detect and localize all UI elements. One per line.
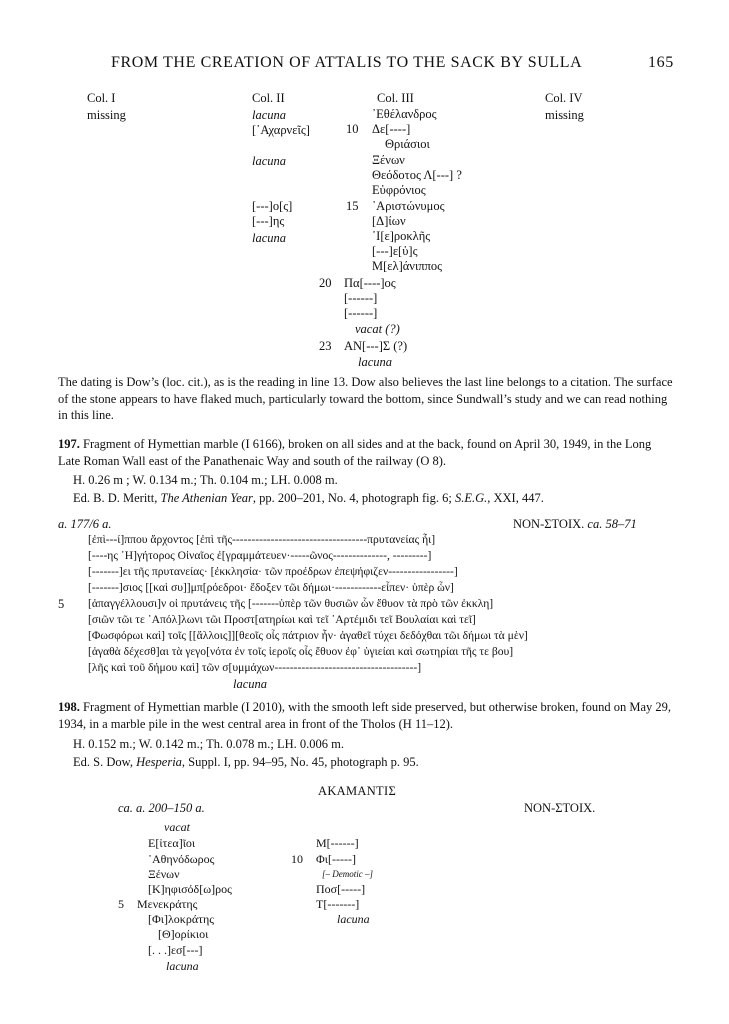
- col1-heading: Col. I: [87, 91, 116, 105]
- edition-prefix: Ed. S. Dow,: [73, 755, 133, 769]
- inscription-lacuna: lacuna: [337, 912, 370, 926]
- col3-line: [Δ]ίων: [372, 214, 406, 228]
- inscription-line: [ἀπαγγέλλουσι]ν οἱ πρυτάνεις τῆς [-------ὑπὲρ τῶν θυσιῶν ὧν ἔθυον τὰ πρὸ τῶν ἐκκλη]: [88, 597, 494, 610]
- inscription-line: Τ[-------]: [316, 897, 360, 911]
- running-head: FROM THE CREATION OF ATTALIS TO THE SACK BY SULLA: [111, 54, 583, 71]
- edition-title: Hesperia: [136, 755, 182, 769]
- col2-line: [---]ο[ς]: [252, 199, 293, 213]
- line-number: 10: [346, 122, 359, 136]
- edition-prefix: Ed. B. D. Meritt,: [73, 491, 158, 505]
- inscription-line: ᾿Αθηνόδωρος: [148, 852, 215, 866]
- inscription-line: [Θ]ορίκιοι: [158, 927, 209, 941]
- edition-seg: S.E.G.: [454, 491, 488, 505]
- inscription-line: [-------]ει τῆς πρυτανείας· [ἐκκλησία· τῶν προέδρων ἐπεψήφιζεν-----------------]: [88, 565, 458, 578]
- entry-198-date: ca. a. 200–150 a.: [118, 801, 205, 815]
- entry-197-date: a. 177/6 a.: [58, 517, 112, 531]
- col3-heading: Col. III: [377, 91, 414, 105]
- col2-lacuna: lacuna: [252, 108, 287, 122]
- edition-mid: , pp. 200–201, No. 4, photograph fig. 6;: [252, 491, 452, 505]
- entry-197-description: [58, 436, 675, 469]
- inscription-line: [Φωσφόρωι καὶ] τοῖς [[ἄλλοις]][θεοῖς οἷς πάτριον ἦν· ἀγαθεῖ τύχει δεδόχθαι τῶι δήμωι τὰ μὲν]: [88, 629, 528, 642]
- inscription-lacuna: lacuna: [166, 959, 199, 973]
- entry-text: Fragment of Hymettian marble (I 6166), broken on all sides and at the back, found on April 30, 1949, in the Long Late Roman Wall east of the Panathenaic Way and south of the railway (O 8).: [58, 437, 652, 468]
- page-number: 165: [648, 54, 674, 71]
- inscription-line: Ε[ἰτεα]ῖοι: [148, 836, 196, 850]
- entry-197-dimensions: H. 0.26 m ; W. 0.134 m.; Th. 0.104 m.; LH. 0.008 m.: [73, 473, 338, 487]
- inscription-line: Μ[------]: [316, 836, 359, 850]
- col3-line: [------]: [344, 306, 378, 320]
- commentary-note: The dating is Dow’s (loc. cit.), as is the reading in line 13. Dow also believes the last line belongs to a citation. The surface of the stone appears to have flaked much, particularly toward the bottom, since Sundwall’s study and we can read nothing in this line.: [58, 375, 673, 422]
- col3-line: Μ[ελ]άνιππος: [372, 259, 443, 273]
- entry-198-stoich: ΝΟΝ-ΣΤΟΙΧ.: [524, 801, 596, 815]
- line-number: 15: [346, 199, 359, 213]
- inscription-line: [λῆς καὶ τοῦ δήμου καὶ] τῶν σ[υμμάχων-------------------------------------]: [88, 661, 422, 674]
- line-number: 5: [118, 897, 124, 911]
- col4-heading: Col. IV: [545, 91, 583, 105]
- entry-198-heading: ΑΚΑΜΑΝΤΙΣ: [318, 784, 397, 798]
- col3-lacuna: lacuna: [358, 355, 393, 369]
- entry-198-edition: [73, 755, 419, 770]
- entry-text: Fragment of Hymettian marble (I 2010), with the smooth left side preserved, but otherwise broken, found on May 29, 1934, in a marble pile in the west central area in front of the Tholos (H 11–12).: [58, 700, 672, 731]
- inscription-line: [ἀγαθὰ δέχεσθ]αι τὰ γεγο[νότα ἐν τοῖς ἱεροῖς οἷς ἔθυον ἐφ᾿ ὑγιείαι καὶ σωτηρίαι τῆς τε βου]: [88, 645, 514, 658]
- line-number: 23: [319, 339, 332, 353]
- col4-missing: missing: [545, 108, 584, 122]
- entry-number: 198.: [58, 700, 80, 714]
- entry-197-edition: [73, 491, 544, 506]
- inscription-line: [Φι]λοκράτης: [148, 912, 214, 926]
- col3-line: Πα[----]ος: [344, 276, 396, 290]
- col3-line: ΑΝ[---]Σ (?): [344, 339, 408, 353]
- edition-end: , Suppl. I, pp. 94–95, No. 45, photograph p. 95.: [181, 755, 419, 769]
- col2-line: [᾿Αχαρνεῖς]: [252, 123, 310, 137]
- inscription-line: [ἐπὶ---ί]ππου ἄρχοντος [ἐπὶ τῆς-----------------------------------πρυτανείας ἧι]: [88, 533, 436, 546]
- col3-line: Θεόδοτος Λ[---] ?: [372, 168, 462, 182]
- line-number: 5: [58, 597, 65, 611]
- col3-line: Θριάσιοι: [385, 137, 430, 151]
- edition-end: , XXI, 447.: [487, 491, 544, 505]
- entry-number: 197.: [58, 437, 80, 451]
- line-number: 10: [291, 852, 303, 866]
- col3-line: [------]: [344, 291, 378, 305]
- inscription-lacuna: lacuna: [233, 677, 268, 691]
- col3-line: ᾿Εθέλανδρος: [372, 107, 437, 121]
- inscription-line: Μενεκράτης: [137, 897, 198, 911]
- col3-line: ῾Ι[ε]ροκλῆς: [372, 229, 431, 243]
- line-number: 20: [319, 276, 332, 290]
- col2-line: [---]ης: [252, 214, 285, 228]
- col3-line: ᾿Αριστώνυμος: [372, 199, 445, 213]
- inscription-line: [σιῶν τῶι τε ᾿Απόλ]λωνι τῶι Προστ[ατηρίωι καὶ τεῖ ᾿Αρτέμιδι τεῖ Βουλαίαι καὶ τεῖ]: [88, 613, 476, 626]
- entry-197-stoich: [513, 517, 637, 532]
- col1-missing: missing: [87, 108, 126, 122]
- col2-heading: Col. II: [252, 91, 285, 105]
- inscription-line: Ποσ[-----]: [316, 882, 366, 896]
- inscription-line: [----ης ῾Η]γήτορος Οἰναῖος ἐ[γραμμάτευεν·-----ῶνος--------------, ---------]: [88, 549, 432, 562]
- inscription-line: [. . .]εσ[---]: [148, 943, 203, 957]
- stoich-label: ΝΟΝ-ΣΤΟΙΧ.: [513, 517, 585, 531]
- col3-line: Δε[----]: [372, 122, 411, 136]
- col3-line: Ξένων: [372, 153, 405, 167]
- inscription-demotic: [– Demotic –]: [322, 869, 373, 879]
- stoich-count: ca. 58–71: [587, 517, 637, 531]
- entry-198-dimensions: H. 0.152 m.; W. 0.142 m.; Th. 0.078 m.; LH. 0.006 m.: [73, 737, 344, 751]
- inscription-line: [Κ]ηφισόδ[ω]ρος: [148, 882, 232, 896]
- inscription-line: [-------]σιος [[καὶ συ]]μπ[ρόεδροι· ἔδοξεν τῶι δήμωι·------------εἶπεν· ὑπὲρ ὧν]: [88, 581, 454, 594]
- inscription-line: Φι[-----]: [316, 852, 356, 866]
- col3-line: Εὐφρόνιος: [372, 183, 426, 197]
- col2-lacuna: lacuna: [252, 154, 287, 168]
- inscription-line: Ξένων: [148, 867, 180, 881]
- inscription-vacat: vacat: [164, 820, 190, 834]
- entry-198-description: [58, 699, 675, 732]
- edition-title: The Athenian Year: [160, 491, 253, 505]
- col3-vacat: vacat (?): [355, 322, 400, 336]
- col2-lacuna: lacuna: [252, 231, 287, 245]
- col3-line: [---]ε[ὑ]ς: [372, 244, 418, 258]
